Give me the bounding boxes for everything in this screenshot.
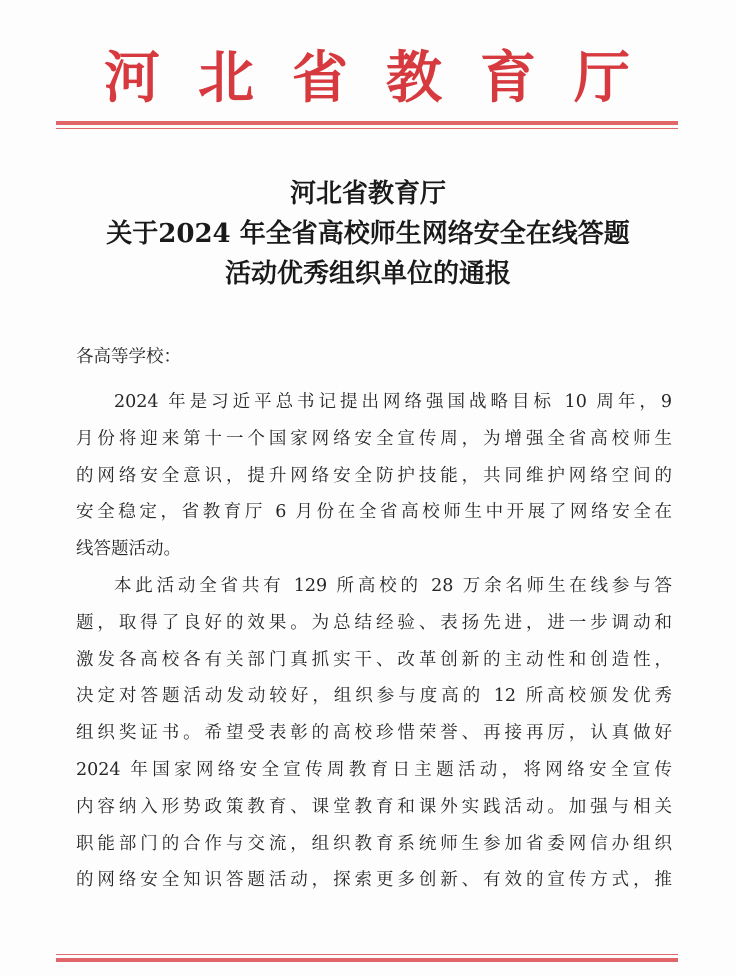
body-line: 线答题活动。 bbox=[76, 539, 181, 560]
salutation: 各高等学校： bbox=[76, 347, 181, 367]
body-line: 的网络安全知识答题活动，探索更多创新、有效的宣传方式，推 bbox=[76, 870, 672, 891]
title-line-1: 河北省教育厅 bbox=[289, 179, 446, 209]
title-line-3: 活动优秀组织单位的通报 bbox=[224, 259, 511, 289]
body-line: 题，取得了良好的效果。为总结经验、表扬先进，进一步调动和 bbox=[76, 612, 672, 633]
letterhead-char: 厅 bbox=[574, 45, 630, 111]
document-title bbox=[60, 174, 676, 294]
body-text bbox=[76, 384, 672, 899]
letterhead-title bbox=[52, 44, 682, 112]
title-line-2: 关于2024 年全省高校师生网络安全在线答题 bbox=[106, 219, 630, 249]
letterhead-rule-thick bbox=[56, 121, 678, 125]
letterhead-rule-thin bbox=[56, 128, 678, 129]
body-line: 月份将迎来第十一个国家网络安全宣传周，为增强全省高校师生 bbox=[76, 428, 672, 449]
letterhead-char: 育 bbox=[480, 45, 536, 111]
body-line: 2024 年是习近平总书记提出网络强国战略目标 10 周年，9 bbox=[114, 392, 672, 412]
letterhead-char: 河 bbox=[104, 45, 160, 111]
body-line: 决定对答题活动发动较好，组织参与度高的 12 所高校颁发优秀 bbox=[76, 686, 672, 707]
body-line: 激发各高校各有关部门真抓实干、改革创新的主动性和创造性， bbox=[76, 649, 672, 670]
body-line: 本此活动全省共有 129 所高校的 28 万余名师生在线参与答 bbox=[114, 575, 672, 596]
body-line: 安全稳定，省教育厅 6 月份在全省高校师生中开展了网络安全在 bbox=[76, 502, 672, 523]
body-line: 2024 年国家网络安全宣传周教育日主题活动，将网络安全宣传 bbox=[76, 759, 672, 780]
letterhead-char: 教 bbox=[386, 45, 442, 111]
footer-rule-thin bbox=[56, 954, 678, 955]
body-line: 组织奖证书。希望受表彰的高校珍惜荣誉、再接再厉，认真做好 bbox=[76, 723, 672, 744]
footer-rule-thick bbox=[56, 958, 678, 962]
letterhead-char: 省 bbox=[292, 45, 348, 111]
body-line: 职能部门的合作与交流，组织教育系统师生参加省委网信办组织 bbox=[76, 833, 672, 854]
body-line: 的网络安全意识，提升网络安全防护技能，共同维护网络空间的 bbox=[76, 465, 672, 486]
letterhead-char: 北 bbox=[198, 45, 254, 111]
body-line: 内容纳入形势政策教育、课堂教育和课外实践活动。加强与相关 bbox=[76, 796, 672, 817]
